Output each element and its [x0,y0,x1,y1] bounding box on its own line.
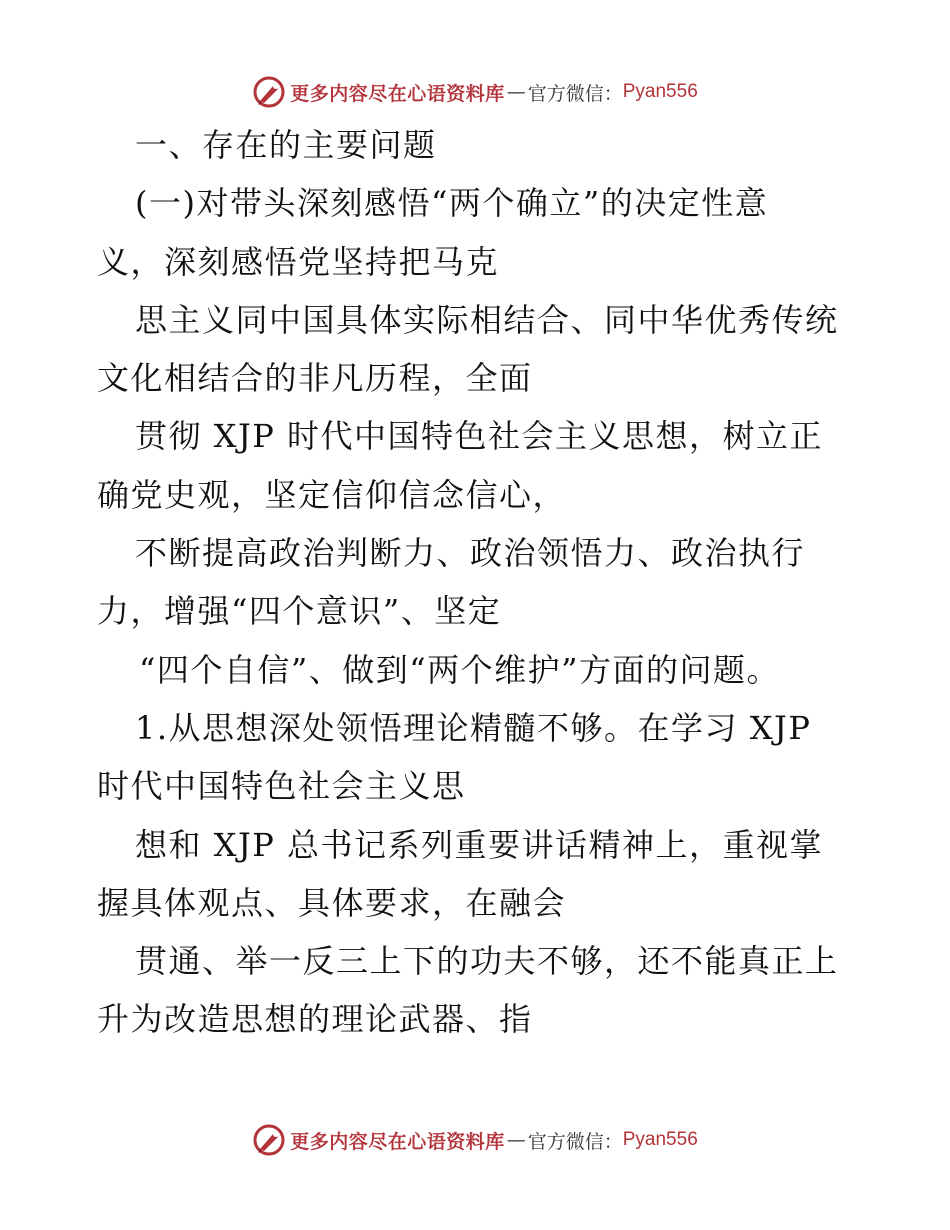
paragraph-line: 1.从思想深处领悟理论精髓不够。在学习 XJP [135,708,812,747]
wechat-label: 官方微信： [527,1130,623,1153]
paragraph-line: 时代中国特色社会主义思 [97,767,466,806]
footer-watermark-banner [0,1120,950,1160]
paragraph-line: (一)对带头深刻感悟“两个确立”的决定性意 [135,184,769,223]
section-heading: 一、存在的主要问题 [135,126,437,164]
pen-logo-icon [252,75,286,109]
paragraph-line: 力，增强“四个意识”、坚定 [97,592,502,631]
banner-text: 更多内容尽在心语资料库 [290,82,505,105]
wechat-label: 官方微信： [527,82,623,105]
pen-logo-icon [252,1123,286,1157]
document-body [97,116,857,1049]
paragraph-line: 想和 XJP 总书记系列重要讲话精神上，重视掌 [135,825,823,864]
paragraph-line: 贯通、举一反三上下的功夫不够，还不能真正上 [135,942,839,981]
paragraph-line: 贯彻 XJP 时代中国特色社会主义思想，树立正 [135,417,823,456]
paragraph-line: 握具体观点、具体要求，在融会 [97,883,567,922]
paragraph-line: “四个自信”、做到“两个维护”方面的问题。 [139,650,780,689]
paragraph-line: 思主义同中国具体实际相结合、同中华优秀传统 [135,300,839,339]
paragraph-line: 升为改造思想的理论武器、指 [97,1000,533,1039]
wechat-id: Pyan556 [622,81,698,102]
banner-text: 更多内容尽在心语资料库 [290,1130,505,1153]
paragraph-line: 不断提高政治判断力、政治领悟力、政治执行 [135,534,806,573]
header-watermark-banner [0,72,950,112]
paragraph-line: 义，深刻感悟党坚持把马克 [97,242,500,281]
banner-separator: — [506,81,526,103]
wechat-id: Pyan556 [622,1129,698,1150]
paragraph-line: 确党史观，坚定信仰信念信心， [97,475,567,514]
banner-separator: — [506,1129,526,1151]
paragraph-line: 文化相结合的非凡历程，全面 [97,359,533,398]
